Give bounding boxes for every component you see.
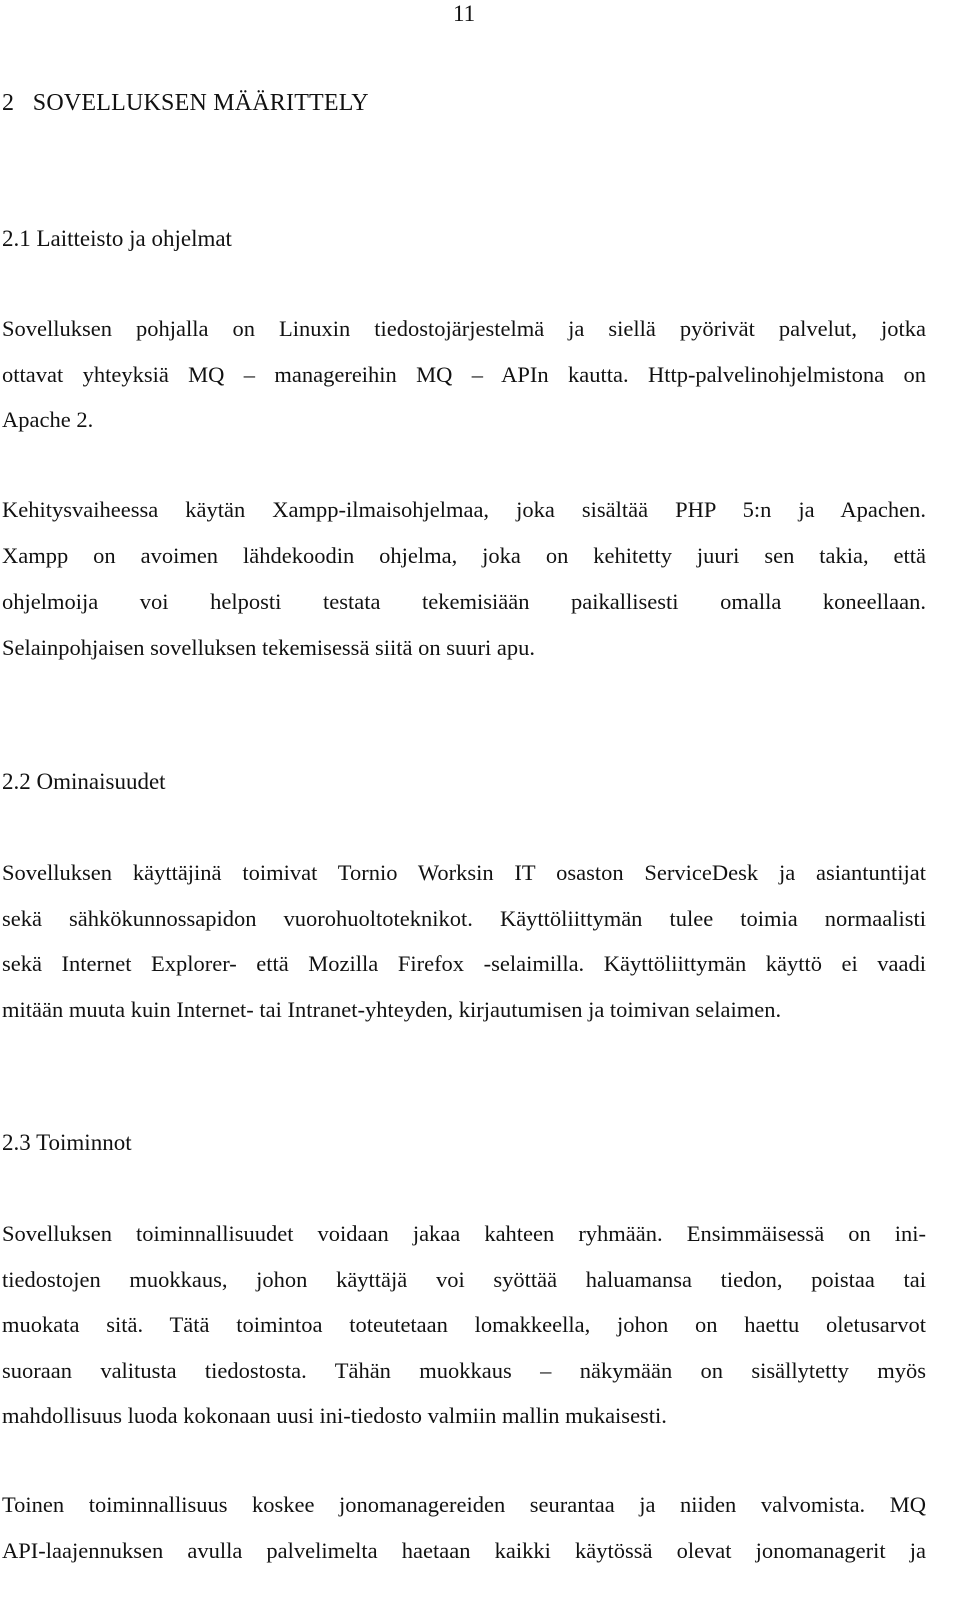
text-line: Xampp on avoimen lähdekoodin ohjelma, joka on kehitetty juuri sen takia, että [2,543,926,568]
text-line: Sovelluksen pohjalla on Linuxin tiedostojärjestelmä ja siellä pyörivät palvelut, jotka [2,316,926,341]
text-line: ottavat yhteyksiä MQ – managereihin MQ – APIn kautta. Http-palvelinohjelmistona on [2,361,926,387]
text-line: Kehitysvaiheessa käytän Xampp-ilmaisohjelmaa, joka sisältää PHP 5:n ja Apachen. [2,497,926,522]
paragraph [2,487,926,671]
chapter-heading: 2 SOVELLUKSEN MÄÄRITTELY [2,90,369,116]
text-line: mahdollisuus luoda kokonaan uusi ini-tiedosto valmiin mallin mukaisesti. [2,1403,667,1428]
page-number: 11 [453,1,476,26]
section-heading-2-3: 2.3 Toiminnot [2,1130,132,1155]
section-heading-2-2: 2.2 Ominaisuudet [2,769,166,794]
text-line: sekä Internet Explorer- että Mozilla Firefox -selaimilla. Käyttöliittymän käyttö ei vaadi [2,951,926,976]
text-line: Selainpohjaisen sovelluksen tekemisessä siitä on suuri apu. [2,635,536,660]
paragraph [2,1482,926,1573]
text-line: Apache 2. [2,407,94,432]
paragraph [2,306,926,443]
text-line: API-laajennuksen avulla palvelimelta haetaan kaikki käytössä olevat jonomanagerit ja [2,1537,926,1563]
section-heading-2-1: 2.1 Laitteisto ja ohjelmat [2,226,232,251]
paragraph [2,1211,926,1439]
text-line: tiedostojen muokkaus, johon käyttäjä voi syöttää haluamansa tiedon, poistaa tai [2,1266,926,1292]
text-line: Sovelluksen toiminnallisuudet voidaan jakaa kahteen ryhmään. Ensimmäisessä on ini- [2,1221,926,1246]
text-line: muokata sitä. Tätä toimintoa toteutetaan lomakkeella, johon on haettu oletusarvot [2,1312,926,1337]
text-line: Sovelluksen käyttäjinä toimivat Tornio Worksin IT osaston ServiceDesk ja asiantuntijat [2,860,926,885]
paragraph [2,850,926,1032]
text-line: Toinen toiminnallisuus koskee jonomanagereiden seurantaa ja niiden valvomista. MQ [2,1492,926,1517]
text-line: suoraan valitusta tiedostosta. Tähän muokkaus – näkymään on sisällytetty myös [2,1357,926,1383]
text-line: sekä sähkökunnossapidon vuorohuoltoteknikot. Käyttöliittymän tulee toimia normaalisti [2,905,926,931]
text-line: mitään muuta kuin Internet- tai Intranet-yhteyden, kirjautumisen ja toimivan selaimen. [2,996,782,1022]
text-line: ohjelmoija voi helposti testata tekemisiään paikallisesti omalla koneellaan. [2,589,926,614]
